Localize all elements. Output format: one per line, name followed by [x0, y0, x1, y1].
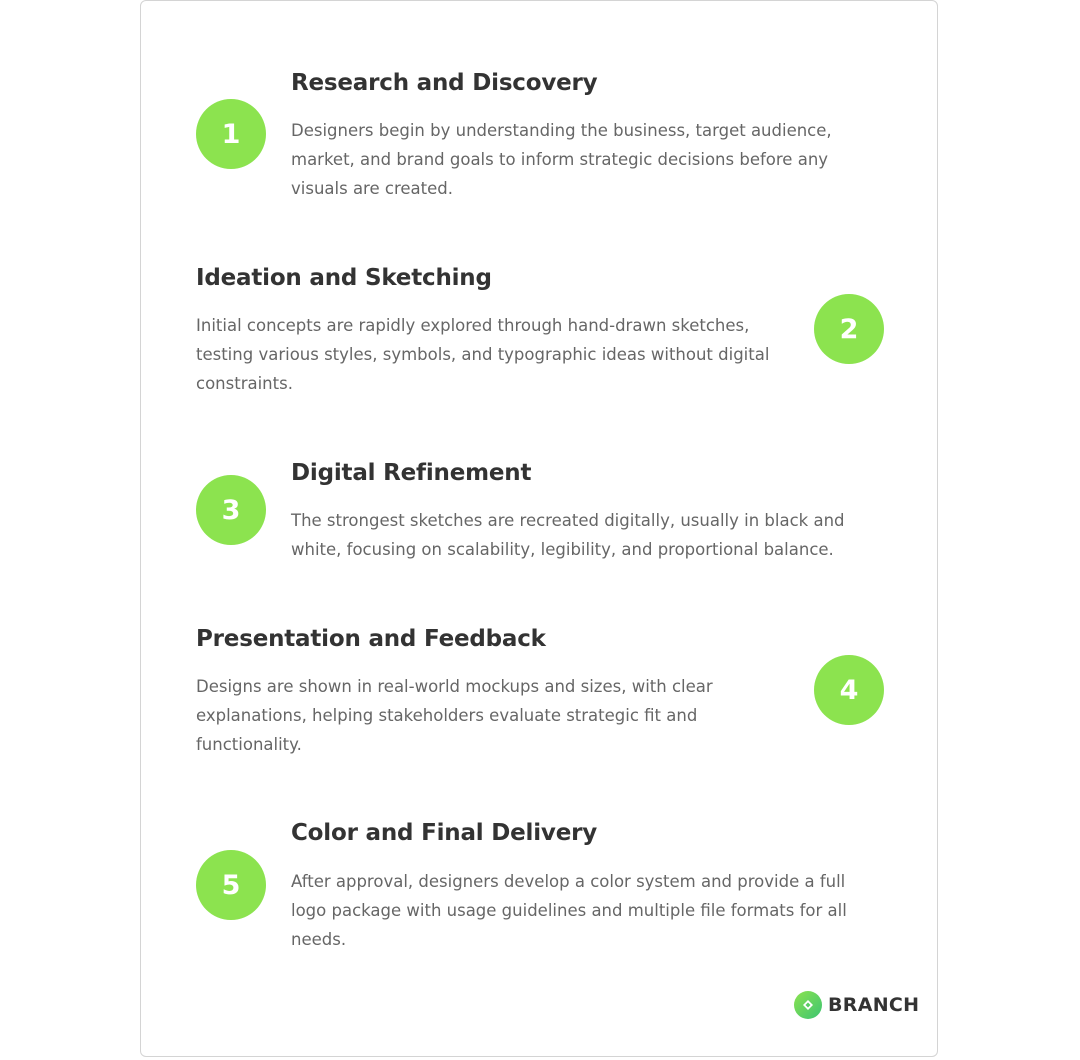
brand-logo: [794, 990, 919, 1020]
step-5-title: Color and Final Delivery: [291, 820, 598, 846]
step-1-title: Research and Discovery: [291, 70, 598, 96]
step-3-description: The strongest sketches are recreated digitally, usually in black and white, focusing on scalability, legibility, and proportional balance.: [291, 511, 845, 559]
step-3-number: 3: [196, 475, 266, 545]
step-3-title: Digital Refinement: [291, 460, 532, 486]
step-1-number: 1: [196, 99, 266, 169]
step-1-description: Designers begin by understanding the business, target audience, market, and brand goals to inform strategic decisions before any visuals are created.: [291, 121, 832, 198]
step-2-description: Initial concepts are rapidly explored through hand-drawn sketches, testing various styles, symbols, and typographic ideas without digital constraints.: [196, 316, 770, 393]
step-4-number: 4: [814, 655, 884, 725]
step-5-description: After approval, designers develop a color system and provide a full logo package with usage guidelines and multiple file formats for all needs.: [291, 872, 847, 949]
step-2-number: 2: [814, 294, 884, 364]
step-2-title: Ideation and Sketching: [196, 265, 492, 291]
step-4-title: Presentation and Feedback: [196, 626, 546, 652]
brand-name: BRANCH: [828, 994, 920, 1016]
step-4-description: Designs are shown in real-world mockups and sizes, with clear explanations, helping stakeholders evaluate strategic fit and functionality.: [196, 677, 713, 754]
step-5-number: 5: [196, 850, 266, 920]
branch-logo-icon: [794, 991, 822, 1019]
